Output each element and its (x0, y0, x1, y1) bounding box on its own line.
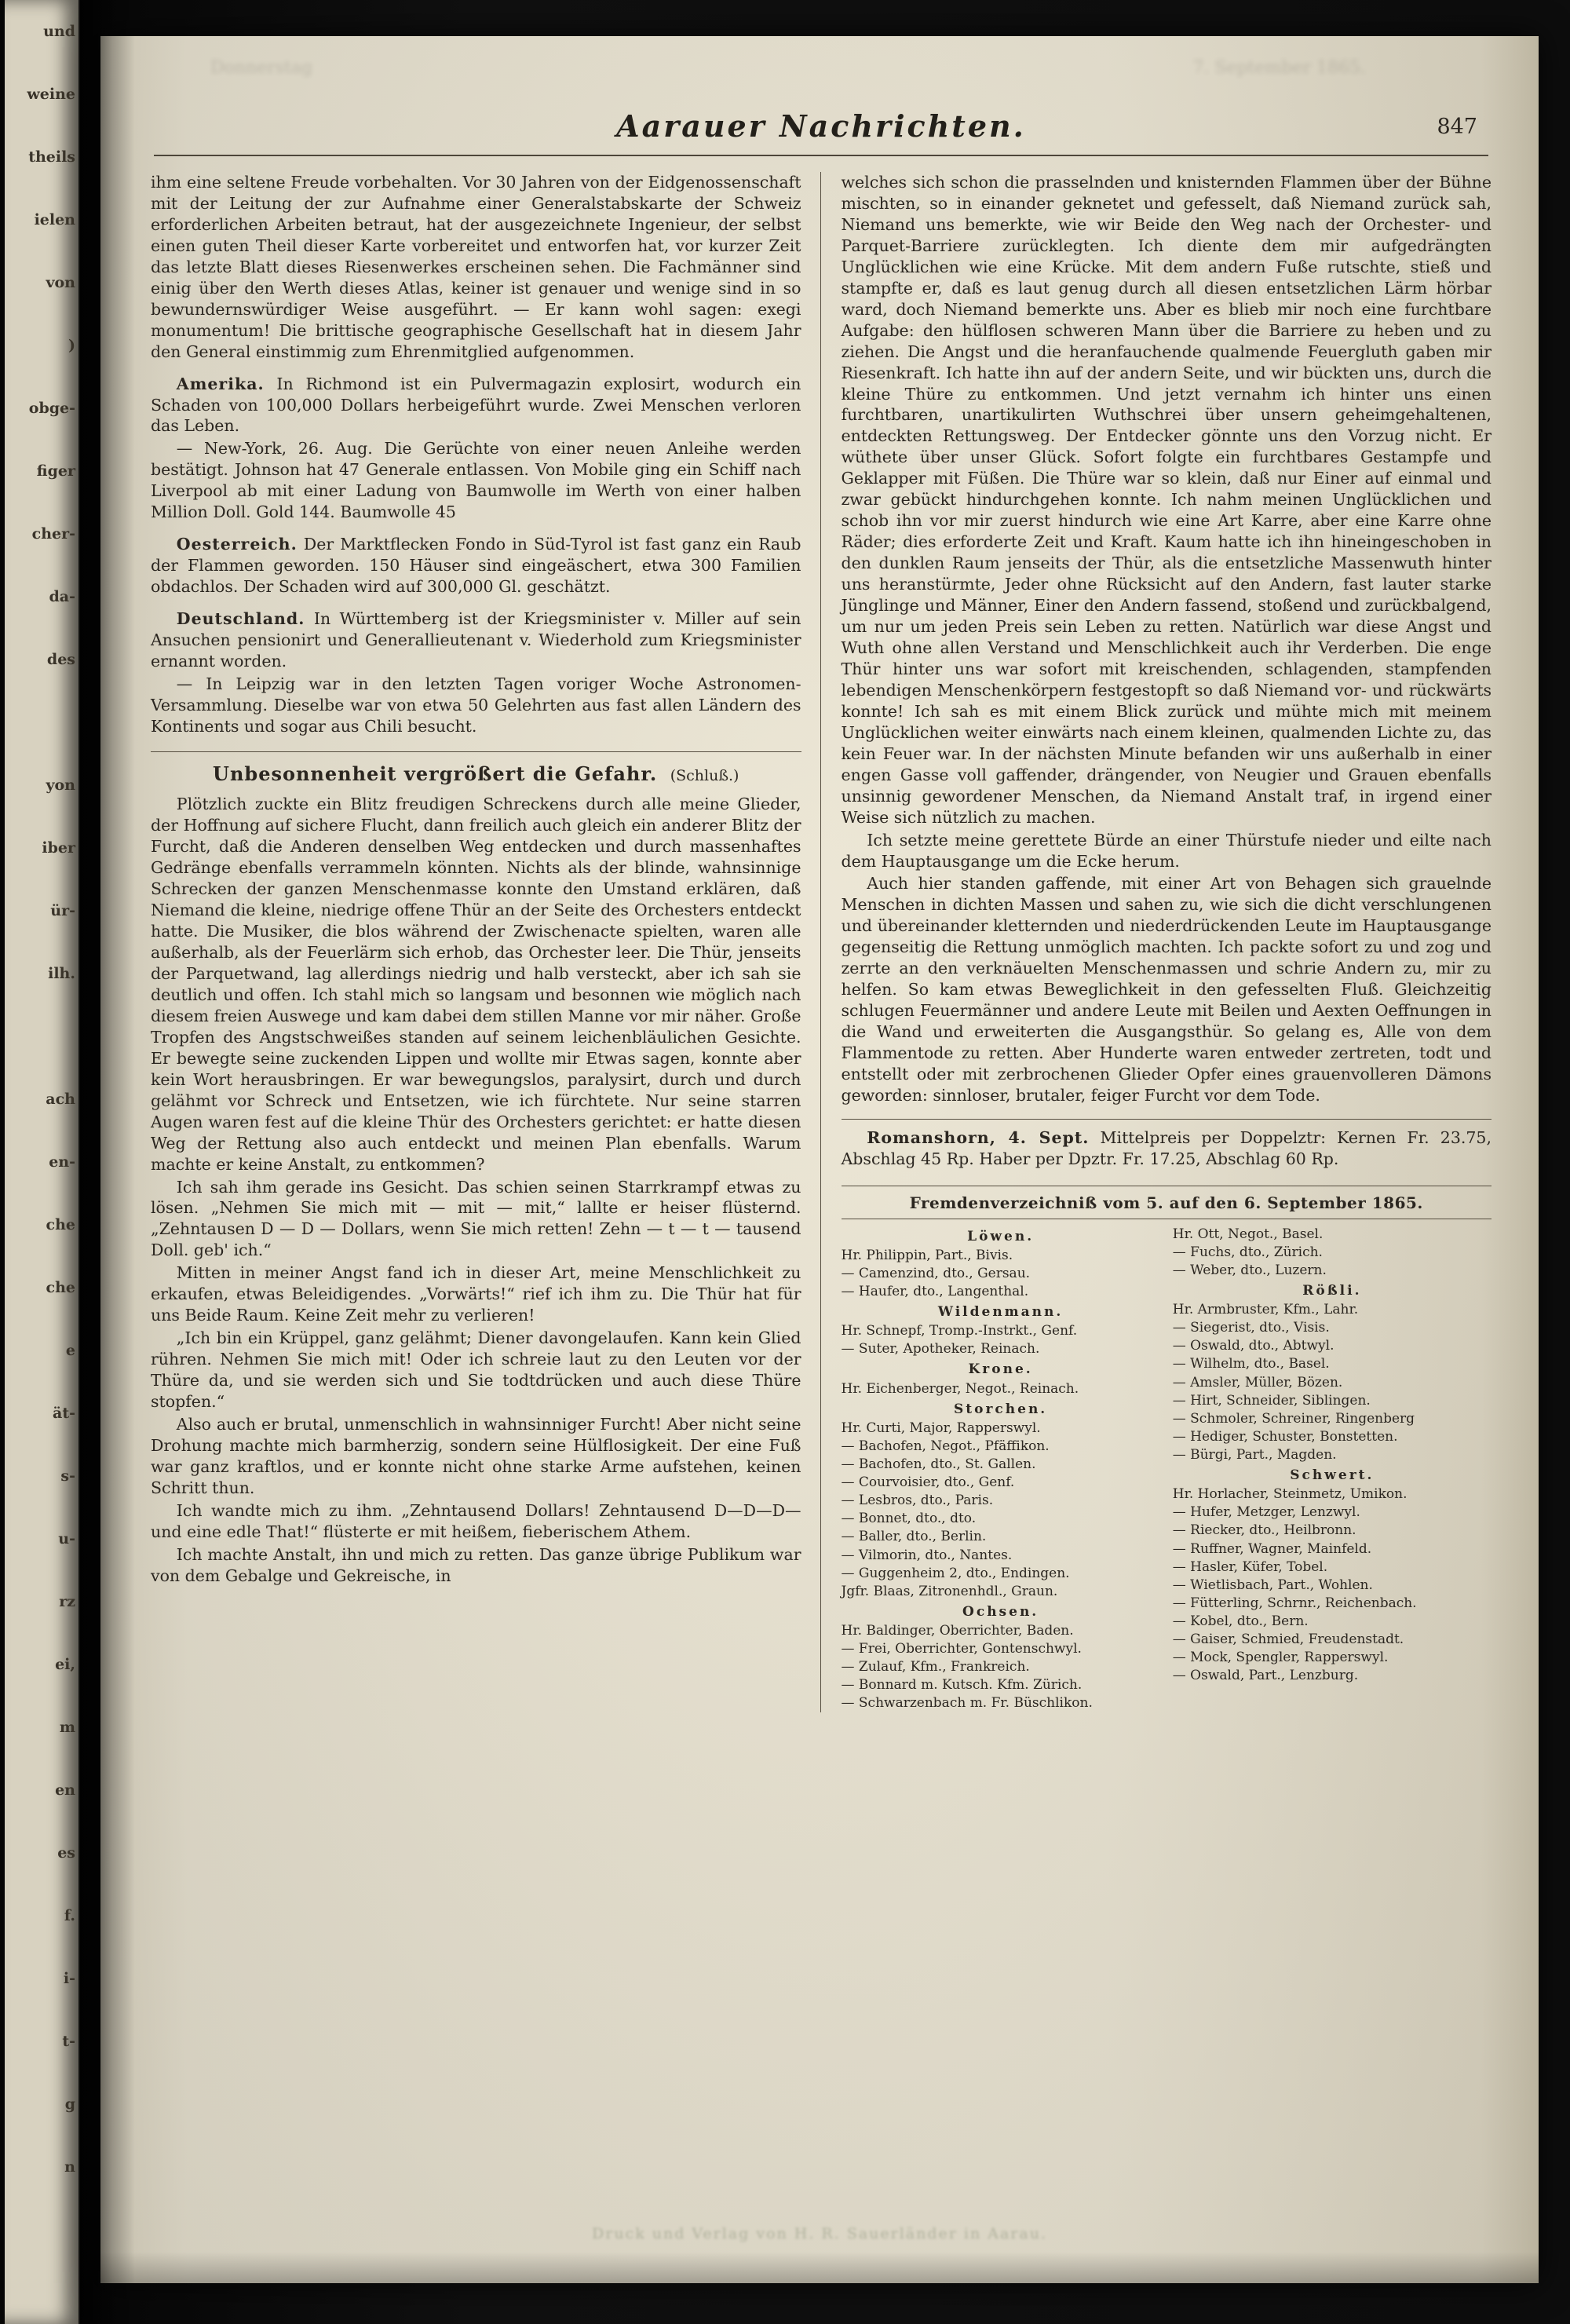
guest-entry: — Suter, Apotheker, Reinach. (841, 1341, 1040, 1357)
margin-text-fragment: ilh. (48, 965, 75, 982)
feuilleton-text-left (151, 794, 801, 1586)
margin-text-fragment: ach (46, 1091, 75, 1108)
showthrough-top-left: Donnerstag (210, 58, 313, 78)
printer-imprint: Druck und Verlag von H. R. Sauerländer in Aarau. (592, 2225, 1047, 2242)
guest-entry: — Haufer, dto., Langenthal. (841, 1283, 1029, 1299)
guest-entry: — Mock, Spengler, Rapperswyl. (1172, 1650, 1389, 1666)
guest-list (842, 1226, 1492, 1713)
margin-text-fragment: ät- (53, 1405, 75, 1422)
guest-entry: — Oswald, dto., Abtwyl. (1172, 1338, 1334, 1354)
news-item-oesterreich (151, 534, 801, 597)
guest-entry: Hr. Ott, Negot., Basel. (1172, 1226, 1324, 1242)
guest-entry: — Hirt, Schneider, Siblingen. (1172, 1392, 1371, 1409)
story-paragraph: welches sich schon die prasselnden und knisternden Flammen über der Bühne mischten, so in einander geknetet und gefesselt, daß Niemand zurück sah, Niemand uns bemerkte, wie wir Beide den Weg nach der Orchester- und Parquet-Barriere zurücklegten. Ich diente dem mir aufgedrängten Unglücklichen wie eine Krücke. Mit dem andern Fuße rutschte, stieß und stampfte er, daß es laut genug durch all diesen entsetzlichen Lärm hörbar ward, doch Niemand bemerkte uns. Aber es blieb mir noch eine furchtbare Aufgabe: den hülflosen schweren Mann über die Barriere zu heben und zu ziehen. Die Angst und die heranfauchende qualmende Feuergluth gaben mir Riesenkraft. Ich hatte ihn auf der andern Seite, und wir bückten uns, durch die kleine Thüre zu entkommen. Und jetzt vernahm ich hinter uns einen furchtbaren, unartikulirten Wuthschrei über unsern geheimgehaltenen, entdeckten Rettungsweg. Der Entdecker gönnte uns den Vorzug nicht. Er wüthete über unser Glück. Sofort folgte ein furchtbares Gestampfe und Geklapper mit Füßen. Die Thüre war so klein, daß nur Einer auf einmal und zwar gebückt hindurchgehen konnte. Ich nahm meinen Unglücklichen und schob ihn vor mir zuerst hindurch wie eine Art Karre, aber eine Karre ohne Räder; dies erforderte Zeit und Kraft. Kaum hatte ich ihn hineingeschoben in den dunklen Raum jenseits der Thür, als die entsetzliche Massenwuth hinter uns heranstürmte, Jeder ohne Rücksicht auf den Andern, fast lauter starke Jünglinge und Männer, Einer den Andern fassend, stoßend und zurückbalgend, um nur um jeden Preis sein Leben zu retten. Natürlich war diese Angst und Wuth ohne allen Verstand und Menschlichkeit auch ihr Verderben. Die enge Thür hinter uns war sofort mit kreischenden, schlagenden, stampfenden lebendigen Menschenkörpern festgestopft so daß Niemand vor- und rückwärts konnte! Ich sah es mit einem Blick zurück und mühte mich mit meinem Unglücklichen weiter einwärts nach einem kleinen, qualmenden Lichte zu, das kein Feuer war. In der nächsten Minute befanden wir uns außerhalb in einer engen Gasse voll gaffender, drängender, von Neugier und Grauen ebenfalls unsinnig gewordener Menschen, da Niemand Anstalt traf, in irgend einer Weise sich nützlich zu machen. (841, 173, 1492, 827)
guest-entry: — Hufer, Metzger, Lenzwyl. (1172, 1504, 1360, 1521)
showthrough-top-right: 7. September 1865. (1192, 58, 1366, 78)
margin-text-fragment: t- (62, 2033, 75, 2050)
margin-text-fragment: cher- (31, 525, 75, 543)
hotel-name: Rößli. (1302, 1282, 1362, 1299)
story-paragraph: Ich wandte mich zu ihm. „Zehntausend Dollars! Zehntausend D—D—D— und eine edle That!“ flüsterte er mit heißem, fieberischem Athem. (151, 1500, 801, 1541)
margin-text-fragment: theils (28, 148, 75, 166)
facing-page-edge (5, 0, 80, 2324)
margin-text-fragment: rz (59, 1593, 75, 1610)
guest-entry: — Siegerist, dto., Visis. (1172, 1320, 1330, 1336)
section-text: In Richmond ist ein Pulvermagazin explosirt, wodurch ein Schaden von 100,000 Dollars herbeigeführt wurde. Zwei Menschen verloren das Leben. (151, 374, 801, 436)
guest-entry: — Gaiser, Schmied, Freudenstadt. (1172, 1632, 1404, 1648)
margin-text-fragment: figer (36, 462, 75, 480)
guest-entry: Hr. Baldinger, Oberrichter, Baden. (841, 1622, 1074, 1639)
hotel-name: Wildenmann. (937, 1304, 1064, 1321)
guest-entry: Hr. Schnepf, Tromp.-Instrkt., Genf. (841, 1323, 1078, 1339)
guest-entry: — Riecker, dto., Heilbronn. (1172, 1522, 1356, 1539)
column-layout (151, 172, 1492, 1712)
guest-entry: — Ruffner, Wagner, Mainfeld. (1172, 1540, 1372, 1557)
guest-entry: — Baller, dto., Berlin. (841, 1529, 987, 1545)
guest-entry: — Zulauf, Kfm., Frankreich. (841, 1659, 1030, 1675)
news-item-amerika (151, 374, 801, 437)
guest-entry: Jgfr. Blaas, Zitronenhdl., Graun. (841, 1583, 1058, 1599)
feuilleton-subtitle: (Schluß.) (670, 766, 739, 784)
newspaper-page (100, 36, 1539, 2283)
margin-text-fragment: u- (58, 1530, 75, 1548)
guest-entry: — Fütterling, Schrnr., Reichenbach. (1172, 1595, 1417, 1611)
guest-entry: Hr. Armbruster, Kfm., Lahr. (1172, 1302, 1359, 1318)
story-paragraph: Plötzlich zuckte ein Blitz freudigen Schreckens durch alle meine Glieder, der Hoffnung auf sichere Flucht, dann freilich auch gleich ein anderer Blitz der Furcht, daß die Anderen denselben Weg entdecken und durch massenhaftes Gedränge ebenfalls verrammeln könnten. Nichts als der blinde, wahnsinnige Schrecken der ganzen Menschenmasse konnte den Umstand erklären, daß Niemand die kleine, niedrige offene Thür an der Seite des Orchesters entdeckt hatte. Die Musiker, die blos während der Zwischenacte spielten, waren alle außerhalb, als der Feuerlärm sich erhob, das Orchester leer. Die Thür, jenseits der Parquetwand, lag allerdings niedrig und halb versteckt, aber ich sah sie deutlich und offen. Ich stahl mich so langsam und besonnen wie möglich nach diesem freien Auswege und kam dabei dem stillen Manne vor mir näher. Große Tropfen des Angstschweißes standen auf seinem leichenbläulichen Gesichte. Er bewegte seine zuckenden Lippen und wollte mir Etwas sagen, konnte aber kein Wort herausbringen. Er war bewegungslos, paralysirt, durch und durch gelähmt vor Schreck und Entsetzen, wie ich fürchtete. Nur seine starren Augen waren fest auf die kleine Thür des Orchesters gerichtet: er hatte diesen Weg der Rettung also auch entdeckt und meinen Plan ebenfalls. Warum machte er keine Anstalt, zu entkommen? (151, 795, 801, 1174)
margin-text-fragment: ür- (50, 902, 75, 919)
guest-entry: — Camenzind, dto., Gersau. (841, 1265, 1031, 1281)
margin-text-fragment: en (55, 1781, 75, 1799)
market-lead: Romanshorn, 4. Sept. (867, 1127, 1090, 1147)
news-item-leipzig: — In Leipzig war in den letzten Tagen voriger Woche Astronomen-Versammlung. Dieselbe war von etwa 50 Gelehrten aus fast allen Ländern des Kontinents und sogar aus Chili besucht. (151, 674, 801, 736)
guest-list-column-1 (842, 1226, 1160, 1713)
guest-entry: Hr. Horlacher, Steinmetz, Umikon. (1172, 1486, 1408, 1503)
guest-entry: — Vilmorin, dto., Nantes. (841, 1547, 1013, 1563)
margin-text-fragment: von (46, 274, 75, 291)
masthead-row (151, 108, 1492, 144)
guest-entry: — Schwarzenbach m. Fr. Büschlikon. (841, 1695, 1093, 1712)
margin-text-fragment: g (64, 2096, 75, 2113)
news-item-newyork: — New-York, 26. Aug. Die Gerüchte von einer neuen Anleihe werden bestätigt. Johnson hat 47 Generale entlassen. Von Mobile ging ein Schiff nach Liverpool ab mit einer Ladung von Baumwolle im Werth von einer halben Million Doll. Gold 144. Baumwolle 45 (151, 439, 801, 522)
margin-text-fragment: che (46, 1279, 75, 1296)
guest-entry: Hr. Philippin, Part., Bivis. (841, 1247, 1013, 1263)
guest-entry: — Bonnard m. Kutsch. Kfm. Zürich. (841, 1677, 1083, 1694)
guest-entry: — Weber, dto., Luzern. (1172, 1262, 1327, 1278)
story-paragraph: Also auch er brutal, unmenschlich in wahnsinniger Furcht! Aber nicht seine Drohung machte mich barmherzig, sondern seine Hülflosigkeit. Der eine Fuß war ganz kraftlos, und er konnte nicht ohne starke Arme aufstehen, keinen Schritt thun. (151, 1415, 801, 1497)
guest-entry: — Bürgi, Part., Magden. (1172, 1446, 1337, 1463)
guest-entry: — Hasler, Küfer, Tobel. (1172, 1558, 1328, 1575)
section-text: Der Marktflecken Fondo in Süd-Tyrol ist fast ganz ein Raub der Flammen geworden. 150 Häuser sind eingeäschert, etwa 300 Familien obdachlos. Der Schaden wird auf 300,000 Gl. geschätzt. (151, 535, 801, 597)
guest-entry: — Guggenheim 2, dto., Endingen. (841, 1565, 1070, 1581)
market-report (842, 1119, 1492, 1170)
book-gutter-shadow (78, 0, 135, 2324)
newspaper-title: Aarauer Nachrichten. (616, 108, 1026, 144)
guest-entry: — Fuchs, dto., Zürich. (1172, 1244, 1323, 1260)
guest-entry: — Wietlisbach, Part., Wohlen. (1172, 1577, 1373, 1593)
story-paragraph: Ich setzte meine gerettete Bürde an einer Thürstufe nieder und eilte nach dem Hauptausgange um die Ecke herum. (841, 830, 1492, 871)
guest-entry: — Bachofen, dto., St. Gallen. (841, 1456, 1036, 1472)
guest-entry: — Wilhelm, dto., Basel. (1172, 1356, 1330, 1372)
section-lead: Oesterreich. (176, 535, 298, 554)
margin-text-fragment: weine (27, 86, 75, 103)
margin-text-fragment: che (46, 1216, 75, 1233)
story-paragraph: Ich sah ihm gerade ins Gesicht. Das schien seinen Starrkrampf etwas zu lösen. „Nehmen Sie mich mit — mit — mit,“ lallte er heiser flüsternd. „Zehntausen D — D — Dollars, wenn Sie mich retten! Zehn — t — t — tausend Doll. geb' ich.“ (151, 1177, 801, 1260)
guest-entry: Hr. Eichenberger, Negot., Reinach. (841, 1380, 1079, 1397)
bottom-shadow (100, 2252, 1539, 2283)
hotel-name: Schwert. (1290, 1467, 1375, 1484)
guest-list-column-2 (1160, 1226, 1492, 1713)
feuilleton-title: Unbesonnenheit vergrößert die Gefahr. (213, 762, 658, 785)
margin-text-fragment: iber (42, 839, 75, 857)
margin-text-fragment: n (64, 2158, 75, 2176)
guest-entry: — Lesbros, dto., Paris. (841, 1493, 994, 1509)
story-paragraph: Mitten in meiner Angst fand ich in dieser Art, meine Menschlichkeit zu erkaufen, etwas Beleidigendes. „Vorwärts!“ rief ich ihm zu. Die Thür hat für uns Beide Raum. Keine Zeit mehr zu verlieren! (151, 1263, 801, 1325)
guest-entry: — Kobel, dto., Bern. (1172, 1613, 1309, 1629)
margin-text-fragment (5, 1005, 80, 1068)
guest-entry: — Amsler, Müller, Bözen. (1172, 1374, 1343, 1390)
guest-list-title: Fremdenverzeichniß vom 5. auf den 6. September 1865. (842, 1186, 1492, 1219)
page-number: 847 (1437, 115, 1477, 139)
left-column (151, 172, 820, 1712)
section-lead: Deutschland. (176, 609, 305, 629)
guest-entry: — Bonnet, dto., dto. (841, 1511, 977, 1527)
header-rule (154, 155, 1488, 156)
guest-entry: — Frei, Oberrichter, Gontenschwyl. (841, 1641, 1082, 1657)
section-lead: Amerika. (176, 374, 265, 393)
right-column (820, 172, 1492, 1712)
guest-entry: — Schmoler, Schreiner, Ringenberg (1172, 1410, 1415, 1427)
margin-text-fragment: i- (63, 1970, 75, 1987)
hotel-name: Storchen. (954, 1401, 1048, 1417)
story-paragraph: Auch hier standen gaffende, mit einer Art von Behagen sich grauelnde Menschen in dichten Massen und sahen zu, wie sich die dicht verschlungenen und übereinander kletternden und niederdrückenden Leute im Hauptausgange gegenseitig die Rettung unmöglich machten. Ich packte sofort zu und zog und zerrte an den verknäuelten Menschenmassen und schrie Andern zu, mir zu helfen. So kam etwas Beweglichkeit in den gefesselten Fluß. Gleichzeitig schlugen Feuermänner und andere Leute mit Beilen und Aexten Oeffnungen in die Wand und erweiterten die Ausgangsthür. So gelang es, Alle von dem Flammentode zu retten. Aber Hunderte waren entweder zertreten, todt und entstellt oder mit zerbrochenen Glieder Opfer eines grauenvolleren Dämons geworden: sinnloser, brutaler, feiger Furcht vor dem Tode. (841, 874, 1492, 1105)
margin-text-fragment: ei, (55, 1656, 75, 1673)
margin-text-fragment: ielen (34, 211, 75, 228)
margin-text-fragment: yon (46, 776, 75, 794)
margin-text-fragment: ) (68, 337, 75, 354)
news-item-deutschland (151, 608, 801, 672)
guest-entry: — Hediger, Schuster, Bonstetten. (1172, 1428, 1398, 1445)
margin-text-fragment: da- (49, 588, 75, 605)
hotel-name: Krone. (968, 1361, 1033, 1378)
margin-text-fragment: e (65, 1342, 75, 1359)
margin-text-fragment: es (57, 1844, 75, 1862)
hotel-name: Ochsen. (962, 1603, 1039, 1620)
margin-text-fragment: obge- (28, 400, 75, 417)
margin-text-fragment: m (59, 1719, 75, 1736)
guest-entry: Hr. Curti, Major, Rapperswyl. (841, 1420, 1041, 1436)
margin-text-fragment: des (46, 651, 75, 668)
story-paragraph: „Ich bin ein Krüppel, ganz gelähmt; Diener davongelaufen. Kann kein Glied rühren. Nehmen Sie mich mit! Oder ich schreie laut zu den Leuten vor der Thüre da, und sie werden sich und Sie todtdrücken und auch diese Thüre stopfen.“ (151, 1328, 801, 1412)
margin-text-fragment (5, 2198, 80, 2261)
hotel-name: Löwen. (967, 1228, 1035, 1244)
margin-text-fragment: und (43, 23, 75, 40)
section-text: In Württemberg ist der Kriegsminister v. Miller auf sein Ansuchen pensionirt und Generallieutenant v. Wiederhold zum Kriegsminister ernannt worden. (151, 609, 801, 671)
margin-text-fragment: f. (64, 1907, 75, 1924)
margin-text-fragment (5, 691, 80, 754)
guest-entry: — Bachofen, Negot., Pfäffikon. (841, 1438, 1050, 1454)
margin-text-fragment: s- (60, 1467, 75, 1485)
market-text: Mittelpreis per Doppelztr: Kernen Fr. 23.75, Abschlag 45 Rp. Haber per Dpztr. Fr. 17.25, Abschlag 60 Rp. (841, 1127, 1492, 1168)
feuilleton-headline (151, 751, 801, 787)
feuilleton-text-right (842, 172, 1492, 1106)
story-paragraph: Ich machte Anstalt, ihn und mich zu retten. Das ganze übrige Publikum war von dem Gebalge und Gekreische, in (151, 1544, 801, 1585)
guest-entry: — Courvoisier, dto., Genf. (841, 1474, 1015, 1491)
article-continuation: ihm eine seltene Freude vorbehalten. Vor 30 Jahren von der Eidgenossenschaft mit der Leitung der zur Aufnahme einer Generalstabskarte der Schweiz erforderlichen Arbeiten betraut, hat der ausgezeichnete Ingenieur, der selbst einen guten Theil dieser Karte vorbereitet und entworfen hat, vor kurzer Zeit das letzte Blatt dieses Riesenwerkes erscheinen sehen. Die Fachmänner sind einig über den Werth dieses Atlas, keiner ist genauer und wenige sind in so bewundernswürdiger Weise ausgeführt. — Er kann wohl sagen: exegi monumentum! Die brittische geographische Gesellschaft hat in diesem Jahr den General einstimmig zum Ehrenmitglied aufgenommen. (151, 173, 801, 361)
margin-text-fragment: en- (49, 1153, 75, 1171)
guest-entry: — Oswald, Part., Lenzburg. (1172, 1668, 1359, 1684)
